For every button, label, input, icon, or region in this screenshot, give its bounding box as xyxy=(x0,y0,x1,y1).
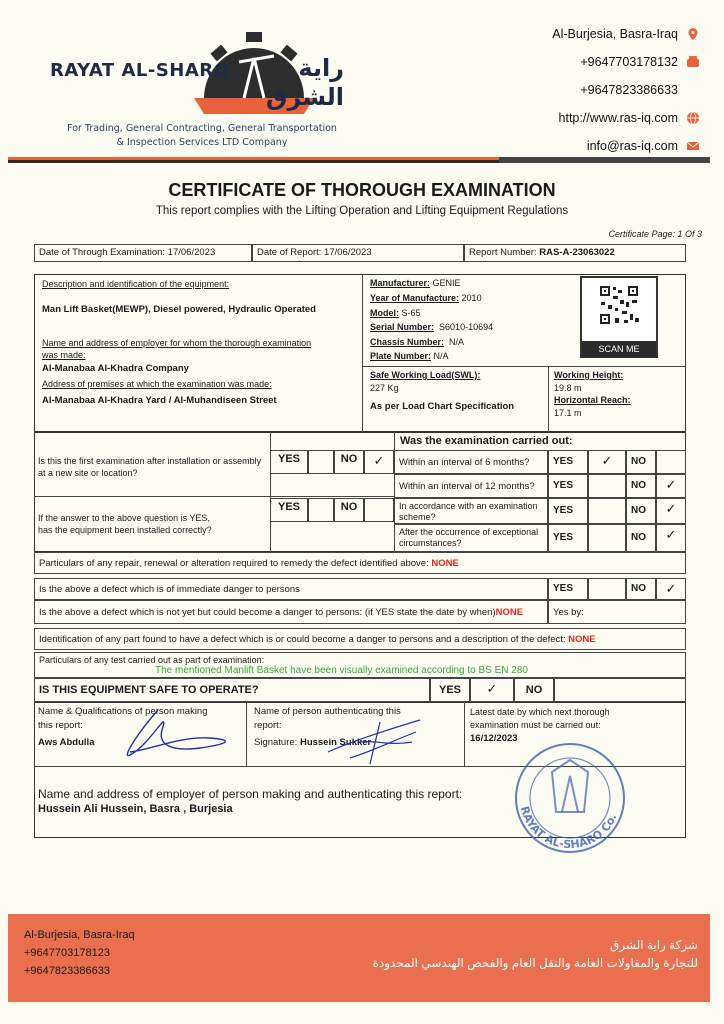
company-stamp-icon xyxy=(500,742,640,854)
qualifications-label-2: this report: xyxy=(38,720,83,731)
interval-6-yes: YES xyxy=(548,450,588,474)
employer-label-2: was made: xyxy=(42,350,86,360)
footer-address: Al-Burjesia, Basra-Iraq xyxy=(24,929,135,941)
brand-name-ar: راية الشرق xyxy=(265,55,344,111)
contact-address: Al-Burjesia, Basra-Iraq xyxy=(552,20,700,48)
carried-out-header: Was the examination carried out: xyxy=(400,435,573,447)
interval-6-months: Within an interval of 6 months? xyxy=(394,450,548,474)
desc-label: Description and identification of the equipment: xyxy=(42,279,230,289)
first-exam-yes-box xyxy=(308,450,334,474)
immediate-danger-yes-box xyxy=(588,578,626,600)
chassis-number: Chassis Number: N/A xyxy=(370,337,465,347)
interval-12-no-tick: ✓ xyxy=(656,474,686,498)
installed-question-line-2: has the equipment been installed correctly? xyxy=(38,525,212,535)
installed-no-box xyxy=(364,498,394,522)
safe-question: IS THIS EQUIPMENT SAFE TO OPERATE? xyxy=(34,678,430,702)
company-tagline xyxy=(52,122,352,150)
could-become-danger-question: Is the above a defect which is not yet but could become a danger to persons: (if YES state the date by when)NONE xyxy=(34,600,548,624)
safe-yes-tick: ✓ xyxy=(470,678,514,702)
employer-value: Al-Manabaa Al-Khadra Company xyxy=(42,363,189,374)
authenticator-signature: Signature: Hussein Sukker xyxy=(254,737,372,748)
test-label: Particulars of any test carried out as part of examination: xyxy=(39,655,265,665)
interval-6-no-box xyxy=(656,450,686,474)
certificate-title: CERTIFICATE OF THOROUGH EXAMINATION xyxy=(168,180,556,200)
stamp-text: RAYAT AL-SHARQ Co. xyxy=(517,804,620,852)
envelope-icon xyxy=(686,139,700,153)
report-date: Date of Report: 17/06/2023 xyxy=(252,244,464,262)
tagline-line-1: For Trading, General Contracting, General Transportation xyxy=(67,123,337,134)
exam-date: Date of Through Examination: 17/06/2023 xyxy=(34,244,252,262)
contact-email[interactable]: info@ras-iq.com xyxy=(552,132,700,160)
globe-icon xyxy=(686,111,700,125)
scheme-no: NO xyxy=(626,498,656,524)
premises-value: Al-Manabaa Al-Khadra Yard / Al-Muhandiseen Street xyxy=(42,395,277,406)
first-exam-question: Is this the first examination after installation or assembly at a new site or location? xyxy=(38,456,262,478)
installed-no: NO xyxy=(334,498,364,522)
yes-by-field: Yes by: xyxy=(548,600,686,624)
exceptional-circumstances: After the occurrence of exceptional circumstances? xyxy=(394,524,548,552)
exceptional-no-tick: ✓ xyxy=(656,524,686,552)
immediate-danger-yes: YES xyxy=(548,578,588,600)
brand-name-en: RAYAT AL-SHARQ xyxy=(50,60,230,81)
installed-question-line-1: If the answer to the above question is YES, xyxy=(38,513,210,523)
plate-number: Plate Number: N/A xyxy=(370,351,449,361)
footer-contacts xyxy=(24,926,135,980)
scheme-yes: YES xyxy=(548,498,588,524)
certificate-subtitle: This report complies with the Lifting Operation and Lifting Equipment Regulations xyxy=(155,205,569,217)
scheme-yes-box xyxy=(588,498,626,524)
location-pin-icon xyxy=(686,27,700,41)
authenticator-signature-icon xyxy=(320,712,430,766)
authenticator-label-1: Name of person authenticating this xyxy=(254,706,401,717)
first-exam-no-tick: ✓ xyxy=(364,450,394,474)
contact-website[interactable]: http://www.ras-iq.com xyxy=(552,104,700,132)
safe-no-box xyxy=(554,678,686,702)
qr-code-icon xyxy=(582,278,656,338)
test-row xyxy=(34,652,686,678)
interval-12-yes: YES xyxy=(548,474,588,498)
next-exam-label-2: examination must be carried out: xyxy=(470,720,601,730)
next-exam-label-1: Latest date by which next thorough xyxy=(470,707,610,717)
first-exam-yes: YES xyxy=(270,450,308,474)
exceptional-no: NO xyxy=(626,524,656,552)
reporter-signature-icon xyxy=(110,700,240,764)
horizontal-reach-value: 17.1 m xyxy=(554,408,582,418)
swl-value: 227 Kg xyxy=(370,383,399,393)
first-exam-no: NO xyxy=(334,450,364,474)
authenticator-label-2: report: xyxy=(254,720,282,731)
exceptional-yes-box xyxy=(588,524,626,552)
desc-value: Man Lift Basket(MEWP), Diesel powered, Hydraulic Operated xyxy=(42,304,316,315)
employer-label-1: Name and address of employer for whom the thorough examination xyxy=(42,338,312,348)
exceptional-yes: YES xyxy=(548,524,588,552)
footer-phone-2: +9647823386633 xyxy=(24,965,110,977)
immediate-danger-no: NO xyxy=(626,578,656,600)
safe-yes: YES xyxy=(430,678,470,702)
company-logo xyxy=(44,28,344,148)
scheme-no-tick: ✓ xyxy=(656,498,686,524)
header-divider xyxy=(8,157,710,163)
footer-arabic xyxy=(373,936,698,972)
premises-label: Address of premises at which the examination was made: xyxy=(42,379,272,389)
working-height-value: 19.8 m xyxy=(554,383,582,393)
footer-arabic-line-2: للتجارة والمقاولات العامة والنقل العام والفحص الهندسي المحدودة xyxy=(372,956,698,970)
working-height-label: Working Height: xyxy=(554,370,624,380)
test-value: The mentioned Manlift Basket have been visually examined according to BS EN 280 xyxy=(155,665,528,676)
tagline-line-2: & Inspection Services LTD Company xyxy=(116,137,288,148)
manufacturer: Manufacturer: GENIE xyxy=(370,278,461,288)
horizontal-reach-label: Horizontal Reach: xyxy=(554,395,631,405)
interval-6-no: NO xyxy=(626,450,656,474)
serial-number: Serial Number: S6010-10694 xyxy=(370,322,494,332)
footer-arabic-line-1: شركة راية الشرق xyxy=(609,938,698,952)
phone-icon xyxy=(686,55,700,69)
year-of-manufacture: Year of Manufacture: 2010 xyxy=(370,293,482,303)
employer-authenticating-label: Name and address of employer of person making and authenticating this report: xyxy=(38,787,463,801)
scan-me-label: SCAN ME xyxy=(582,341,656,357)
next-exam-date: 16/12/2023 xyxy=(470,733,518,744)
header-contacts xyxy=(552,20,700,160)
model: Model: S-65 xyxy=(370,308,421,318)
employer-authenticating-value: Hussein Ali Hussein, Basra , Burjesia xyxy=(38,803,233,815)
safe-no: NO xyxy=(514,678,554,702)
identification-row: Identification of any part found to have a defect which is or could become a danger to persons and a description of the defect: NONE xyxy=(34,628,686,650)
qualifications-label-1: Name & Qualifications of person making xyxy=(38,706,208,717)
load-chart-spec: As per Load Chart Specification xyxy=(370,401,515,412)
interval-6-yes-tick: ✓ xyxy=(588,450,626,474)
interval-12-yes-box xyxy=(588,474,626,498)
immediate-danger-question: Is the above a defect which is of immediate danger to persons xyxy=(34,578,548,600)
interval-12-no: NO xyxy=(626,474,656,498)
repair-row: Particulars of any repair, renewal or alteration required to remedy the defect identified above: NONE xyxy=(34,552,686,574)
reporter-name: Aws Abdulla xyxy=(38,737,95,748)
certificate-page-number: Certificate Page: 1 Of 3 xyxy=(608,229,702,239)
footer-band xyxy=(8,914,710,1002)
immediate-danger-no-tick: ✓ xyxy=(656,578,686,600)
installed-yes: YES xyxy=(270,498,308,522)
contact-phone-1: +9647703178132 xyxy=(552,48,700,76)
contact-phone-2: +9647823386633 xyxy=(580,83,678,97)
installed-yes-box xyxy=(308,498,334,522)
swl-label: Safe Working Load(SWL): xyxy=(370,370,481,380)
interval-12-months: Within an interval of 12 months? xyxy=(394,474,548,498)
exam-scheme: In accordance with an examination scheme? xyxy=(394,498,548,524)
report-number: Report Number: RAS-A-23063022 xyxy=(464,244,686,262)
footer-phone-1: +9647703178123 xyxy=(24,947,110,959)
